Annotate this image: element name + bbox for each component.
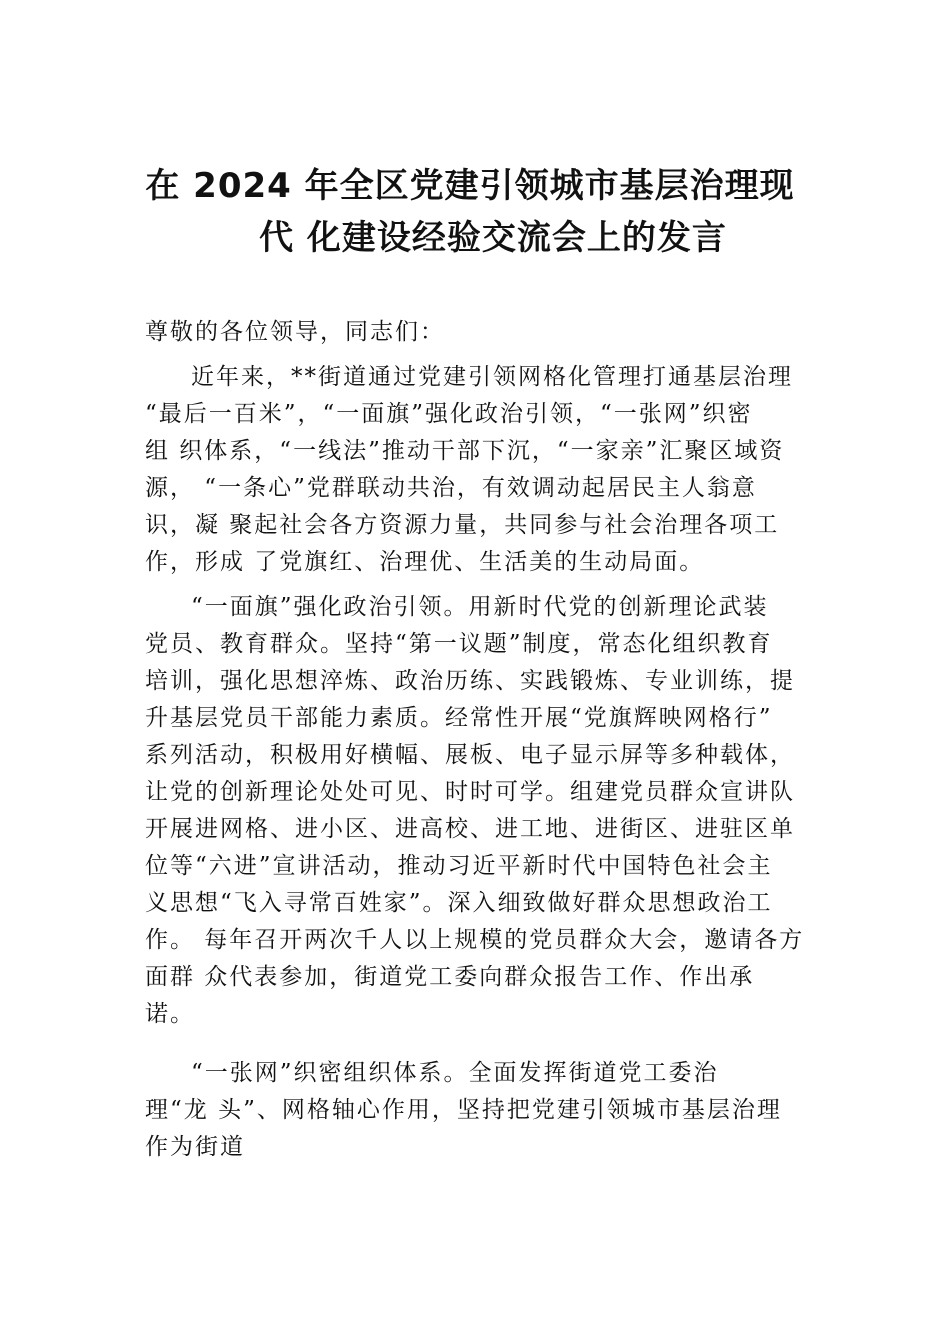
paragraph-line: 组 织体系，“一线法”推动干部下沉，“一家亲”汇聚区域资 xyxy=(145,438,785,464)
paragraph-line: “一张网”织密组织体系。全面发挥街道党工委治 xyxy=(191,1060,719,1086)
paragraph-line: 理“龙 头”、网格轴心作用，坚持把党建引领城市基层治理 xyxy=(145,1097,782,1123)
paragraph-line: 诺。 xyxy=(145,1001,195,1027)
salutation: 尊敬的各位领导，同志们： xyxy=(145,319,445,345)
paragraph-line: 培训，强化思想淬炼、政治历练、实践锻炼、专业训练，提 xyxy=(145,668,795,694)
paragraph-line: 升基层党员干部能力素质。经常性开展“党旗辉映网格行” xyxy=(145,705,773,731)
paragraph-line: 党员、教育群众。坚持“第一议题”制度，常态化组织教育 xyxy=(145,631,773,657)
paragraph-line: “一面旗”强化政治引领。用新时代党的创新理论武装 xyxy=(191,594,769,620)
paragraph-line: 作，形成 了党旗红、治理优、生活美的生动局面。 xyxy=(145,549,705,575)
paragraph-line: 源， “一条心”党群联动共治，有效调动起居民主人翁意 xyxy=(145,475,757,501)
paragraph-line: 义思想“飞入寻常百姓家”。深入细致做好群众思想政治工 xyxy=(145,890,773,916)
paragraph-line: 位等“六进”宣讲活动，推动习近平新时代中国特色社会主 xyxy=(145,853,773,879)
paragraph-flag xyxy=(145,589,845,1033)
paragraph-line: 作为街道 xyxy=(145,1134,245,1160)
paragraph-net xyxy=(145,1055,845,1166)
document-title xyxy=(0,160,950,264)
paragraph-line: 作。 每年召开两次千人以上规模的党员群众大会，邀请各方 xyxy=(145,927,805,953)
document-body xyxy=(145,314,845,1166)
paragraph-line: 系列活动，积极用好横幅、展板、电子显示屏等多种载体， xyxy=(145,742,795,768)
paragraph-line: 识，凝 聚起社会各方资源力量，共同参与社会治理各项工 xyxy=(145,512,780,538)
paragraph-line: 近年来，**街道通过党建引领网格化管理打通基层治理 xyxy=(191,364,793,390)
paragraph-intro xyxy=(145,359,845,581)
title-line: 在 2024 年全区党建引领城市基层治理现 xyxy=(145,166,795,206)
paragraph-line: 让党的创新理论处处可见、时时可学。组建党员群众宣讲队 xyxy=(145,779,795,805)
paragraph-line: 面群 众代表参加，街道党工委向群众报告工作、作出承 xyxy=(145,964,755,990)
paragraph-line: “最后一百米”，“一面旗”强化政治引领，“一张网”织密 xyxy=(145,401,753,427)
paragraph-line: 开展进网格、进小区、进高校、进工地、进街区、进驻区单 xyxy=(145,816,795,842)
title-line: 代 化建设经验交流会上的发言 xyxy=(259,218,727,258)
